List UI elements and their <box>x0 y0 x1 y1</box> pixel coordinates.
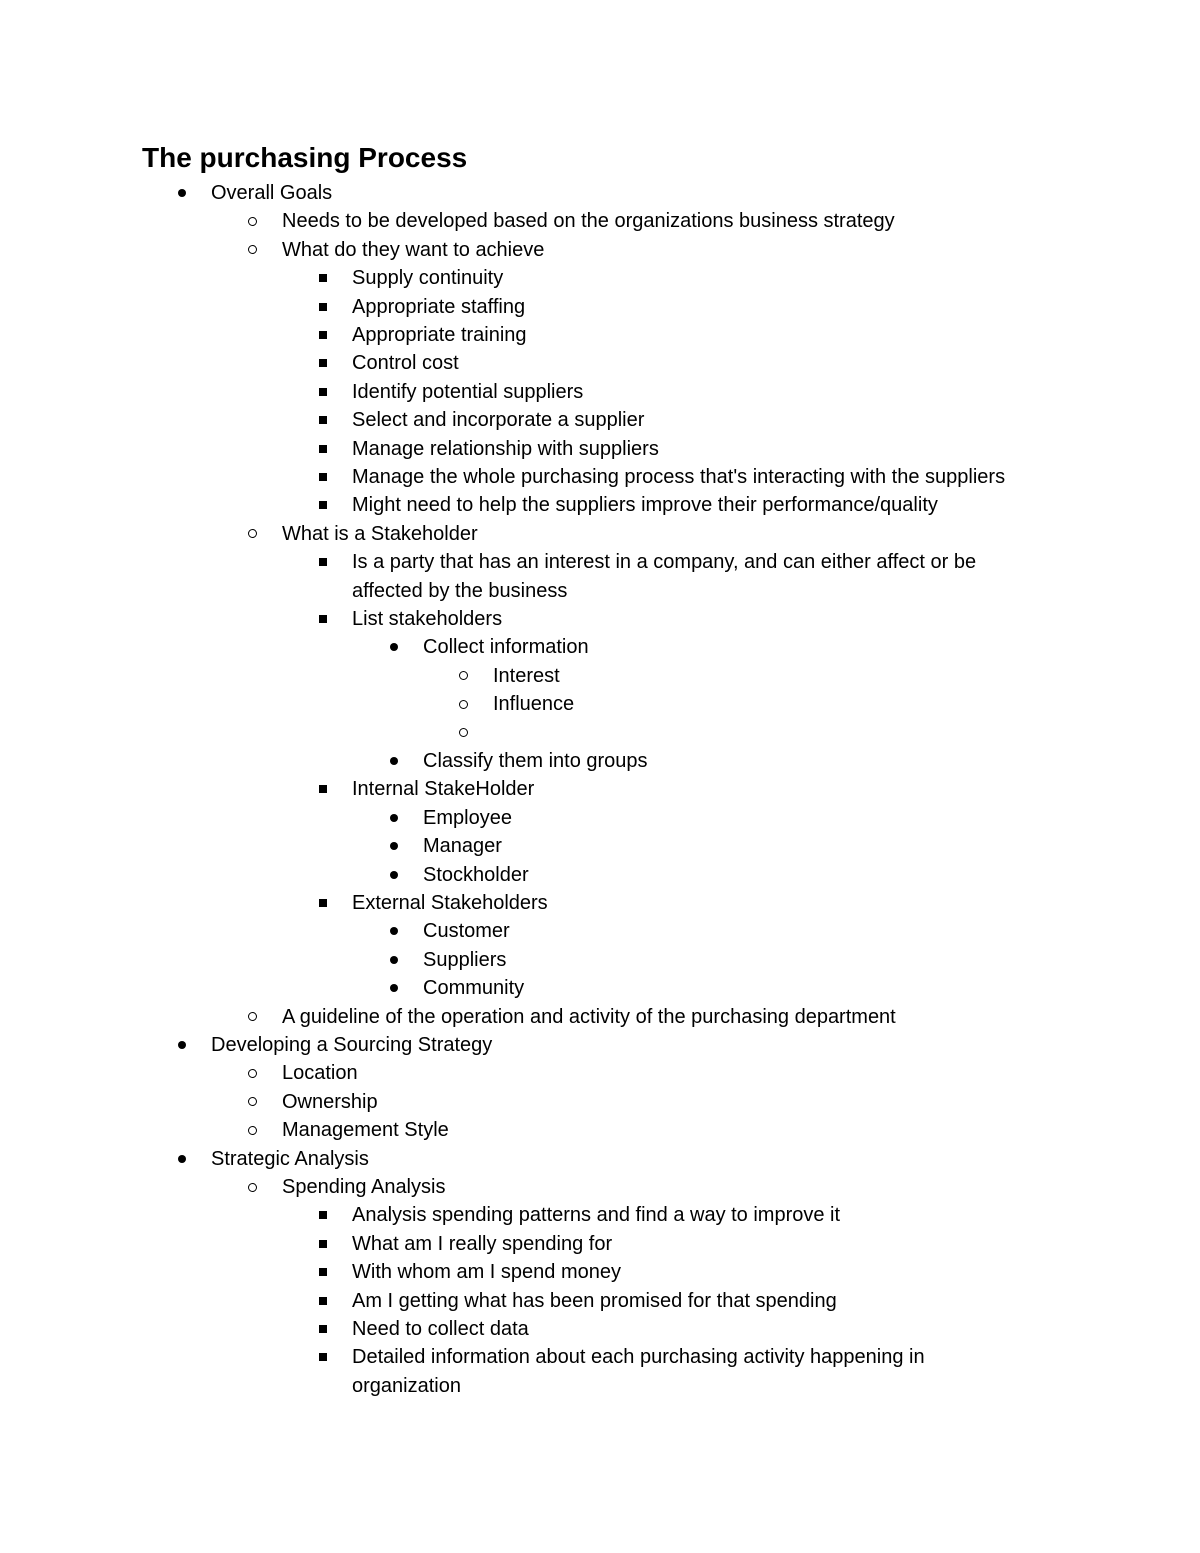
list-item-text: Spending Analysis <box>282 1176 446 1198</box>
list-item <box>0 1088 1200 1116</box>
list-item <box>0 435 1200 463</box>
list-item <box>0 1287 1200 1315</box>
hollow-circle-bullet-icon <box>247 520 259 548</box>
filled-circle-bullet-icon <box>388 946 400 974</box>
list-item-text: Appropriate staffing <box>352 295 526 318</box>
filled-circle-bullet-icon <box>388 633 400 661</box>
list-item-text: Manage relationship with suppliers <box>352 437 659 460</box>
hollow-circle-bullet-icon <box>458 719 470 747</box>
square-bullet-icon <box>317 1315 329 1343</box>
list-item-text: What is a Stakeholder <box>282 522 478 545</box>
list-item <box>0 378 1200 406</box>
list-item-text: Customer <box>423 920 510 943</box>
square-bullet-icon <box>317 463 329 491</box>
list-item <box>0 349 1200 377</box>
list-item-text: Need to collect data <box>352 1318 529 1340</box>
list-item-text: A guideline of the operation and activity of the purchasing department <box>282 1005 896 1028</box>
square-bullet-icon <box>317 605 329 633</box>
list-item <box>0 179 1200 207</box>
list-item <box>0 804 1200 832</box>
hollow-circle-bullet-icon <box>458 662 470 690</box>
list-item <box>0 1201 1200 1229</box>
list-item <box>0 1258 1200 1286</box>
list-item-text: Strategic Analysis <box>211 1147 369 1170</box>
list-item-text: What am I really spending for <box>352 1232 613 1255</box>
hollow-circle-bullet-icon <box>247 1088 259 1116</box>
list-item-text: List stakeholders <box>352 608 503 630</box>
list-item <box>0 747 1200 775</box>
list-item <box>0 605 1200 633</box>
list-item <box>0 1230 1200 1258</box>
filled-circle-bullet-icon <box>176 1145 188 1173</box>
list-item-text: Employee <box>423 806 512 829</box>
list-item-text: With whom am I spend money <box>352 1261 621 1284</box>
filled-circle-bullet-icon <box>388 861 400 889</box>
list-item <box>0 917 1200 945</box>
list-item-text: Influence <box>493 693 575 716</box>
list-item <box>0 1343 1200 1371</box>
list-item-text: Is a party that has an interest in a company, and can either affect or be <box>352 551 977 574</box>
list-item-text: Select and incorporate a supplier <box>352 409 645 432</box>
list-item <box>0 775 1200 803</box>
list-item-text: Ownership <box>282 1090 378 1113</box>
list-item <box>0 861 1200 889</box>
square-bullet-icon <box>317 1287 329 1315</box>
hollow-circle-bullet-icon <box>247 207 259 235</box>
filled-circle-bullet-icon <box>388 804 400 832</box>
square-bullet-icon <box>317 406 329 434</box>
list-item <box>0 520 1200 548</box>
list-item <box>0 236 1200 264</box>
list-item <box>0 1116 1200 1144</box>
hollow-circle-bullet-icon <box>247 236 259 264</box>
list-item-text: Management Style <box>282 1119 449 1142</box>
list-item-text: Supply continuity <box>352 267 504 290</box>
list-item <box>0 690 1200 718</box>
filled-circle-bullet-icon <box>388 974 400 1002</box>
square-bullet-icon <box>317 775 329 803</box>
list-item <box>0 207 1200 235</box>
list-item-text: Interest <box>493 664 560 687</box>
list-item-text: Location <box>282 1062 358 1085</box>
square-bullet-icon <box>317 378 329 406</box>
list-item-text: Stockholder <box>423 863 529 886</box>
square-bullet-icon <box>317 491 329 519</box>
filled-circle-bullet-icon <box>176 1031 188 1059</box>
list-item-text: Control cost <box>352 352 459 375</box>
square-bullet-icon <box>317 889 329 917</box>
list-item-text: External Stakeholders <box>352 892 548 914</box>
filled-circle-bullet-icon <box>388 747 400 775</box>
hollow-circle-bullet-icon <box>247 1059 259 1087</box>
list-item-text: Internal StakeHolder <box>352 778 535 801</box>
list-item <box>0 889 1200 917</box>
list-item <box>0 321 1200 349</box>
filled-circle-bullet-icon <box>176 179 188 207</box>
list-item-text: Manage the whole purchasing process that's interacting with the suppliers <box>352 466 1006 488</box>
list-item-text: Might need to help the suppliers improve their performance/quality <box>352 494 938 517</box>
list-item <box>0 719 1200 747</box>
list-item-text: Manager <box>423 835 502 858</box>
square-bullet-icon <box>317 293 329 321</box>
list-item <box>0 1003 1200 1031</box>
list-item <box>0 633 1200 661</box>
list-item <box>0 1372 1200 1400</box>
square-bullet-icon <box>317 1230 329 1258</box>
hollow-circle-bullet-icon <box>247 1173 259 1201</box>
list-item <box>0 264 1200 292</box>
list-item-text: Identify potential suppliers <box>352 380 584 403</box>
list-item <box>0 1173 1200 1201</box>
list-item <box>0 1145 1200 1173</box>
list-item <box>0 463 1200 491</box>
list-item-text: Collect information <box>423 636 589 659</box>
list-item-text: Detailed information about each purchasing activity happening in <box>352 1346 925 1369</box>
list-item <box>0 662 1200 690</box>
list-item-text: Overall Goals <box>211 182 333 204</box>
list-item <box>0 946 1200 974</box>
list-item <box>0 974 1200 1002</box>
list-item-text: Analysis spending patterns and find a way to improve it <box>352 1204 841 1227</box>
list-item-text: Classify them into groups <box>423 750 648 772</box>
filled-circle-bullet-icon <box>388 832 400 860</box>
page-title: The purchasing Process <box>142 142 468 173</box>
list-item <box>0 406 1200 434</box>
list-item-text: Developing a Sourcing Strategy <box>211 1034 493 1056</box>
square-bullet-icon <box>317 435 329 463</box>
square-bullet-icon <box>317 1258 329 1286</box>
list-item <box>0 548 1200 576</box>
list-item <box>0 491 1200 519</box>
square-bullet-icon <box>317 548 329 576</box>
hollow-circle-bullet-icon <box>247 1003 259 1031</box>
filled-circle-bullet-icon <box>388 917 400 945</box>
square-bullet-icon <box>317 1343 329 1371</box>
square-bullet-icon <box>317 264 329 292</box>
list-item <box>0 293 1200 321</box>
hollow-circle-bullet-icon <box>458 690 470 718</box>
list-item-text: Needs to be developed based on the organizations business strategy <box>282 210 895 233</box>
list-item <box>0 577 1200 605</box>
list-item <box>0 1315 1200 1343</box>
list-item <box>0 832 1200 860</box>
list-item-text: affected by the business <box>352 579 568 602</box>
list-item-text: Appropriate training <box>352 324 527 346</box>
square-bullet-icon <box>317 1201 329 1229</box>
hollow-circle-bullet-icon <box>247 1116 259 1144</box>
list-item-text: Am I getting what has been promised for that spending <box>352 1289 837 1312</box>
list-item <box>0 1059 1200 1087</box>
list-item <box>0 1031 1200 1059</box>
square-bullet-icon <box>317 321 329 349</box>
list-item-text: organization <box>352 1374 461 1397</box>
square-bullet-icon <box>317 349 329 377</box>
list-item-text: What do they want to achieve <box>282 238 545 261</box>
list-item-text: Suppliers <box>423 948 507 971</box>
list-item-text: Community <box>423 977 525 1000</box>
